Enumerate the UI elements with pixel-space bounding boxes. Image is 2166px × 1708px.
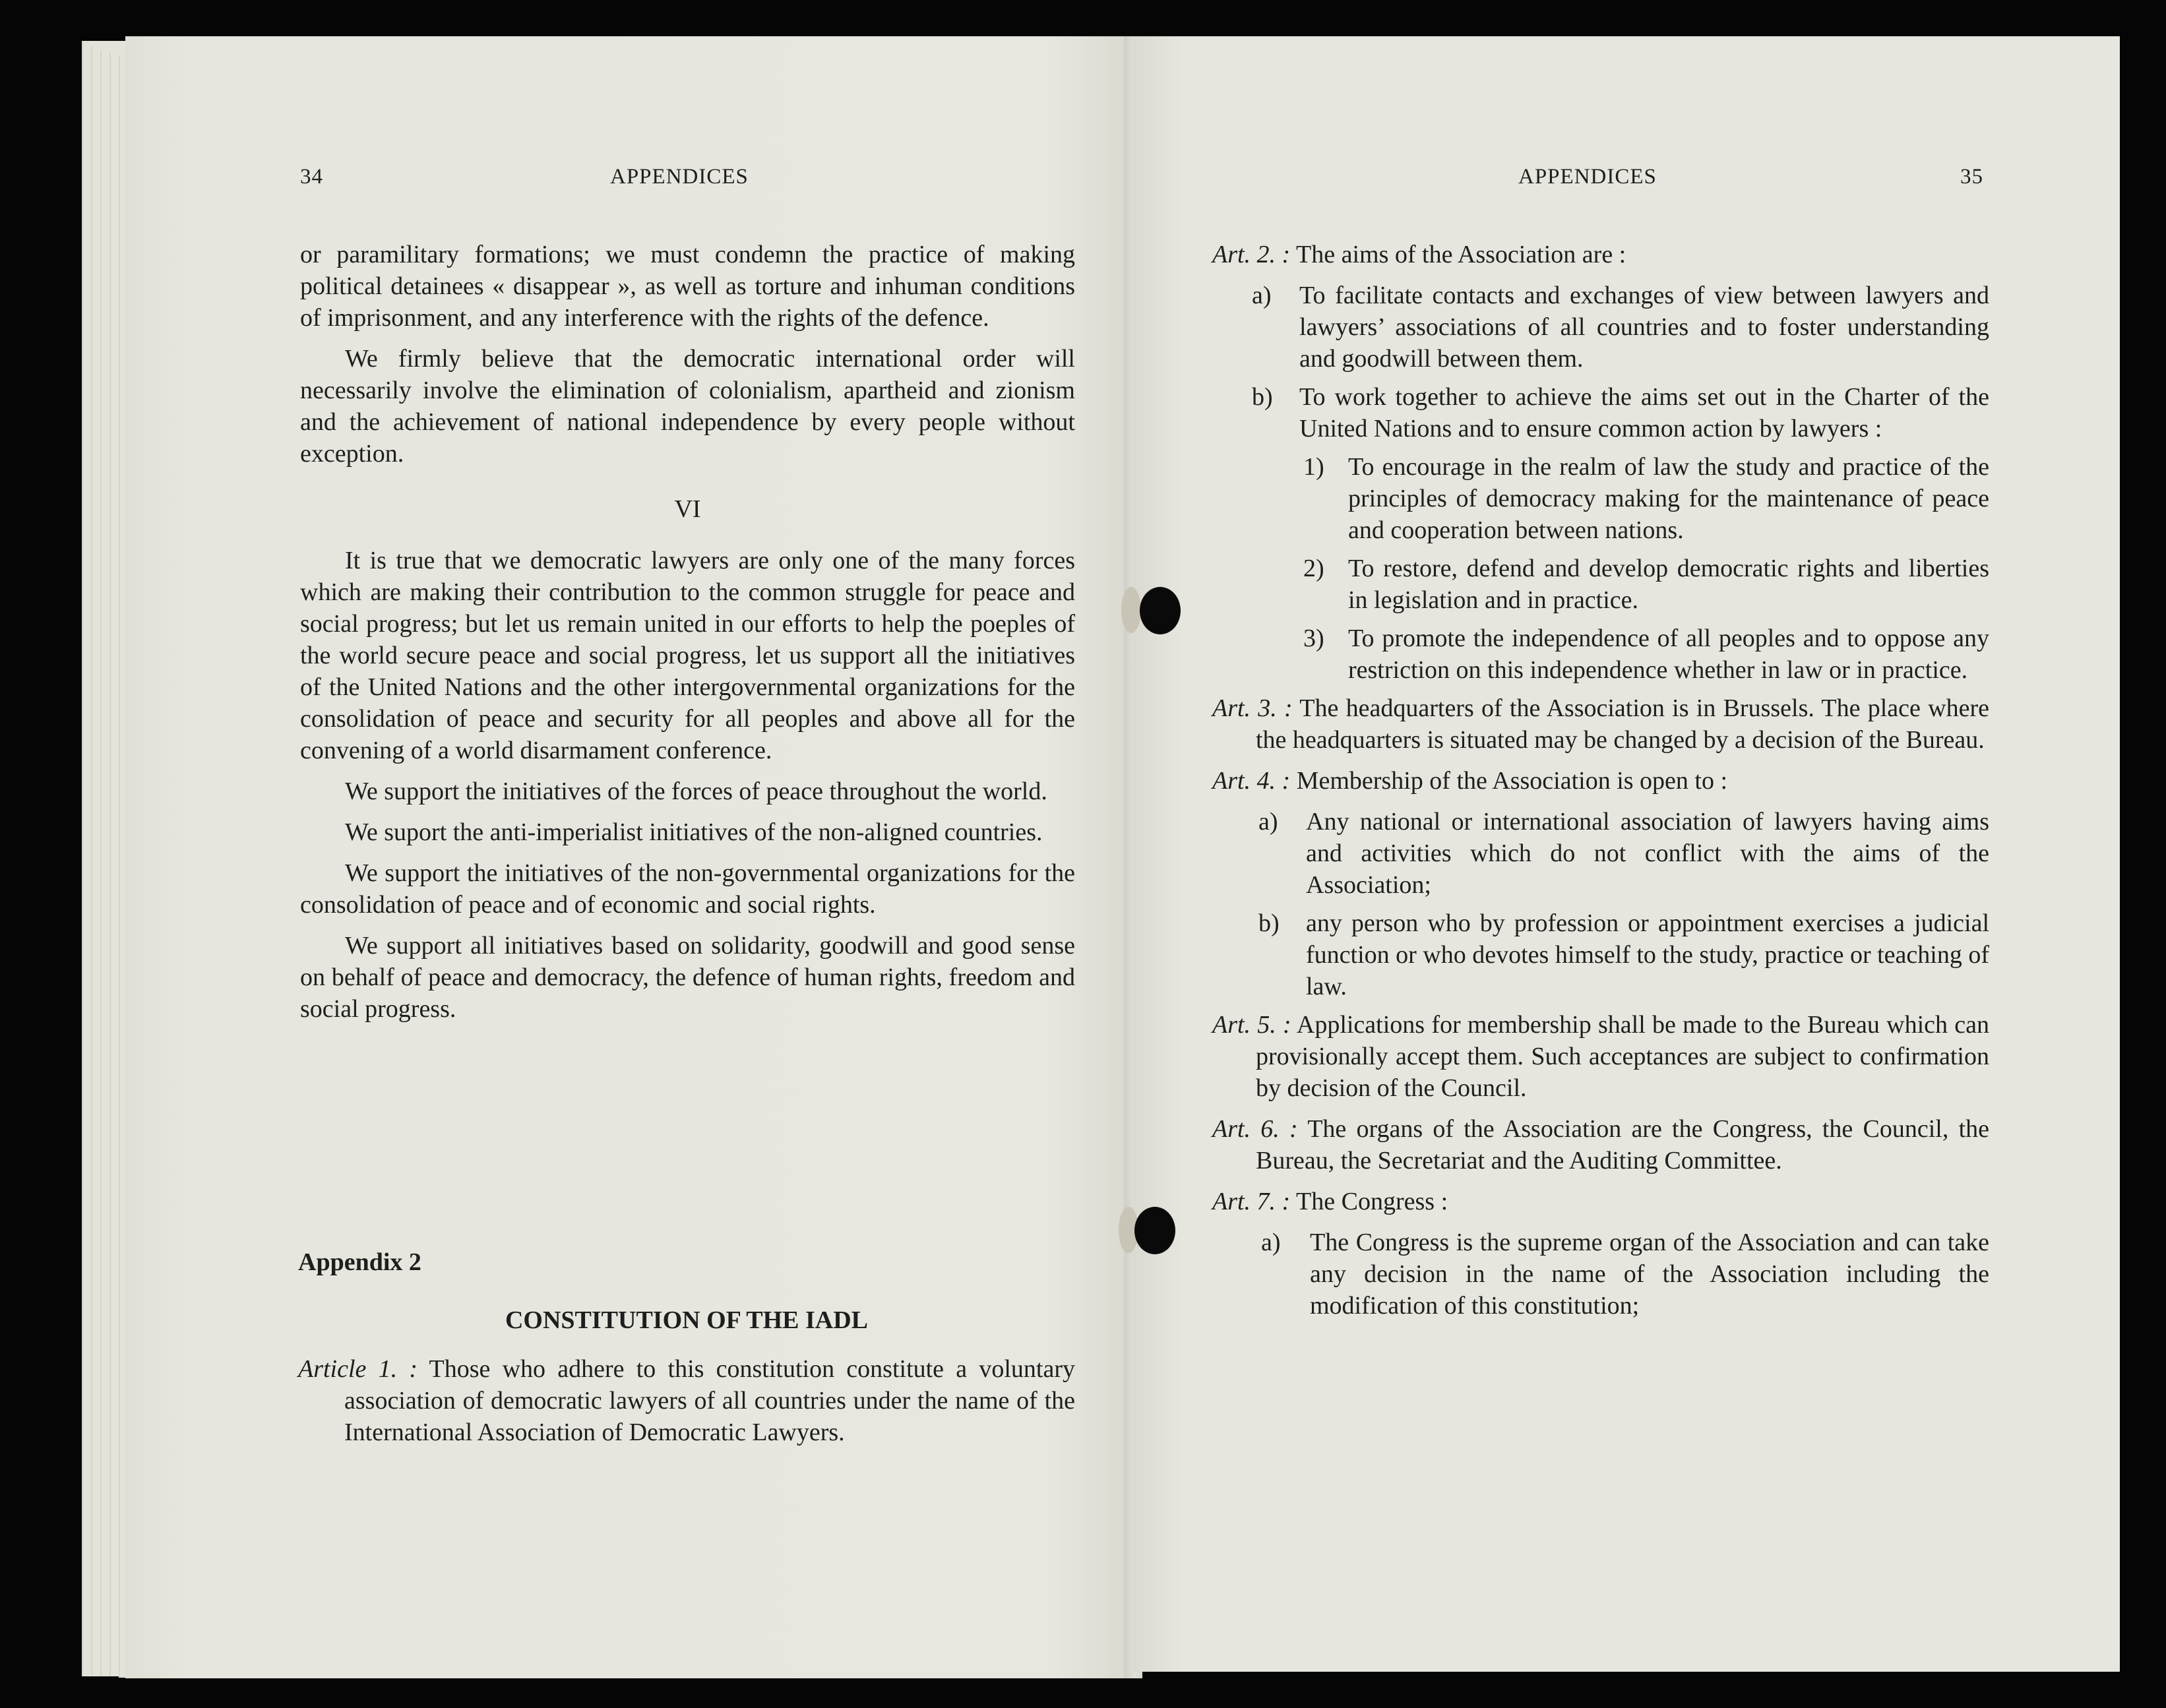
list-marker: b) [1252,383,1273,411]
punch-hole [1140,587,1181,634]
appendix-section [298,1246,1075,1457]
sub-list-item [1212,623,1989,686]
list-text: To restore, defend and develop democratic rights and liberties in legislation and in practice. [1348,555,1989,614]
list-marker: 3) [1303,625,1324,652]
article-4 [1212,765,1989,797]
paragraph: We firmly believe that the democratic international order will necessarily involve the elimination of colonialism, apartheid and zionism and the achievement of national independence by every people without exception. [300,345,1075,468]
list-text: To work together to achieve the aims set out in the Charter of the United Nations and to ensure common action by lawyers : [1299,383,1989,442]
punch-hole [1134,1207,1175,1254]
paragraph: We support the initiatives of the forces of peace throughout the world. [345,778,1047,805]
article-label: Art. 3. : [1212,694,1293,722]
list-text: To promote the independence of all peoples and to oppose any restriction on this independence whether in law or in practice. [1348,625,1989,684]
list-item [1212,806,1989,901]
list-item [1212,907,1989,1002]
paragraph: or paramilitary formations; we must condemn the practice of making political detainees « disappear », as well as torture and inhuman conditions of imprisonment, and any interference with the rights of the defence. [300,241,1075,332]
article-2 [1212,239,1989,270]
right-page-number: 35 [1960,165,1983,189]
list-text: To facilitate contacts and exchanges of view between lawyers and lawyers’ associations of all countries and to foster understanding and goodwill between them. [1299,282,1989,373]
punch-hole-shadow [1121,587,1141,633]
list-item [1212,1227,1989,1322]
paragraph: We support all initiatives based on solidarity, goodwill and good sense on behalf of peace and democracy, the defence of human rights, freedom and social progress. [300,932,1075,1023]
list-marker: 2) [1303,555,1324,582]
section-heading: VI [674,495,701,523]
list-marker: a) [1261,1229,1281,1256]
constitution-title: CONSTITUTION OF THE IADL [505,1306,869,1334]
article-label: Art. 2. : [1212,241,1291,268]
article-5 [1212,1009,1989,1104]
list-text: To encourage in the realm of law the study and practice of the principles of democracy making for the maintenance of peace and cooperation between nations. [1348,453,1989,544]
paragraph: We support the initiatives of the non-governmental organizations for the consolidation of peace and of economic and social rights. [300,859,1075,919]
article-label: Art. 7. : [1212,1188,1291,1215]
article-text: Membership of the Association is open to : [1296,767,1728,795]
article-6 [1212,1113,1989,1176]
list-text: The Congress is the supreme organ of the Association and can take any decision in the name of the Association including the modification of this constitution; [1310,1229,1989,1320]
paragraph: We suport the anti-imperialist initiatives of the non-aligned countries. [345,818,1043,846]
article-label: Art. 4. : [1212,767,1291,795]
right-page-body [1212,239,1989,1328]
list-item [1212,280,1989,375]
article-1 [298,1353,1075,1448]
article-text: Those who adhere to this constitution constitute a voluntary association of democratic lawyers of all countries under the name of the International Association of Democratic Lawyers. [344,1355,1075,1446]
paragraph: It is true that we democratic lawyers are only one of the many forces which are making their contribution to the common struggle for peace and social progress; but let us remain united in our efforts to help the poeples of the world secure peace and social progress, let us support all the initiatives of the United Nations and the other intergovernmental organizations for the consolidation of peace and security for all peoples and above all for the convening of a world disarmament conference. [300,547,1075,764]
right-running-header: APPENDICES [1518,165,1657,189]
article-label: Art. 5. : [1212,1011,1291,1039]
list-marker: b) [1258,909,1280,937]
article-text: Applications for membership shall be made to the Bureau which can provisionally accept them. Such acceptances are subject to confirmation by decision of the Council. [1256,1011,1989,1102]
left-page-body [300,239,1075,1034]
left-running-header: APPENDICES [610,165,749,189]
list-item [1212,381,1989,444]
sub-list-item [1212,451,1989,546]
article-text: The aims of the Association are : [1296,241,1626,268]
list-marker: 1) [1303,453,1324,481]
list-text: any person who by profession or appointment exercises a judicial function or who devotes himself to the study, practice or teaching of law. [1306,909,1989,1000]
article-text: The organs of the Association are the Congress, the Council, the Bureau, the Secretariat and the Auditing Committee. [1256,1115,1989,1174]
article-label: Art. 6. : [1212,1115,1298,1143]
list-text: Any national or international association of lawyers having aims and activities which do not conflict with the aims of the Association; [1306,808,1989,899]
sub-list-item [1212,553,1989,616]
appendix-label: Appendix 2 [298,1248,421,1276]
article-label: Article 1. : [298,1355,418,1383]
article-3 [1212,692,1989,756]
left-page-number: 34 [300,165,323,189]
list-marker: a) [1258,808,1278,836]
list-marker: a) [1252,282,1272,309]
article-text: The headquarters of the Association is in Brussels. The place where the headquarters is situated may be changed by a decision of the Bureau. [1256,694,1989,754]
article-7 [1212,1186,1989,1217]
article-text: The Congress : [1296,1188,1448,1215]
